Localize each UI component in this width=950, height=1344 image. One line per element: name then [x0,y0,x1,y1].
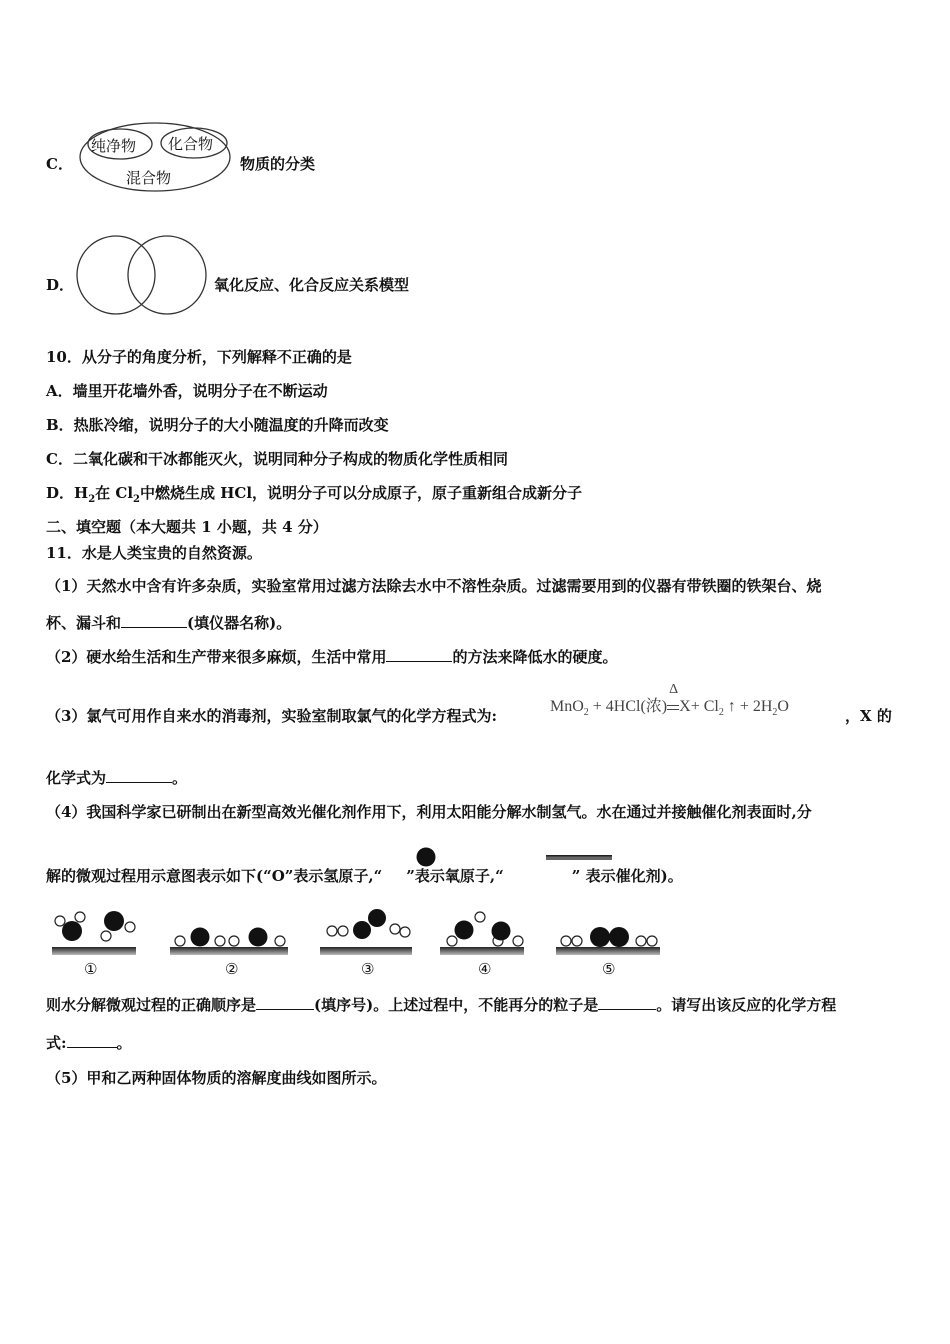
venn-diagram [76,234,211,318]
diagram-label-1: ① [84,960,98,978]
water-decomposition-diagrams [40,900,680,985]
diagram-label-4: ④ [478,960,492,978]
q10-option-b: B．热胀冷缩，说明分子的大小随温度的升降而改变 [46,416,389,434]
q11-part4-line4: 式: 。 [46,1034,132,1052]
q11-part3-suffix: ，X 的 [845,707,892,725]
answer-blank-5[interactable] [598,995,656,1010]
label-mixture: 混合物 [126,169,172,187]
q11-part1-line1: （1）天然水中含有许多杂质，实验室常用过滤方法除去水中不溶性杂质。过滤需要用到的仪器有带铁圈的铁架台、烧 [46,577,822,595]
q11-part4-line2: 解的微观过程用示意图表示如下(“O”表示氢原子,“ ”表示氧原子,“ ” 表示催化剂)。 [46,867,683,885]
q10-option-c: C．二氧化碳和干冰都能灭火，说明同种分子构成的物质化学性质相同 [46,450,508,468]
q11-part5: （5）甲和乙两种固体物质的溶解度曲线如图所示。 [46,1069,387,1087]
label-pure-substance: 纯净物 [91,137,137,155]
venn-circle-right [128,236,206,314]
label-compound: 化合物 [168,135,214,153]
option-c-desc: 物质的分类 [240,155,316,173]
diagram-label-5: ⑤ [602,960,616,978]
answer-blank-6[interactable] [67,1033,117,1048]
answer-blank-2[interactable] [386,647,452,662]
section-heading: 二、填空题（本大题共 1 小题，共 4 分） [46,518,328,536]
option-c-letter: C． [46,155,73,173]
answer-blank-4[interactable] [256,995,314,1010]
q11-part4-line3: 则水分解微观过程的正确顺序是 (填序号)。上述过程中，不能再分的粒子是 。请写出该反应的化学方程 [46,996,837,1014]
answer-blank-3[interactable] [106,768,172,783]
q11-stem: 11．水是人类宝贵的自然资源。 [46,544,262,562]
diagram-label-2: ② [225,960,239,978]
diagram-1 [52,911,136,955]
diagram-2 [170,928,288,956]
catalyst-legend-icon [544,853,614,863]
chemical-equation: MnO$_2$ + 4HCl(浓) Δ $X+ Cl_2$ ↑ + $2H_2O$ [550,682,789,719]
q10-option-d: D．$H_2$在 $Cl_2$中燃烧生成 HCl，说明分子可以分成原子，原子重新组合成新分子 [46,484,583,505]
heat-symbol: Δ [669,682,679,697]
diagram-3 [320,909,412,955]
diagram-label-3: ③ [361,960,375,978]
diagram-5 [556,927,660,955]
option-d-letter: D． [46,276,75,294]
q11-part2: （2）硬水给生活和生产带来很多麻烦，生活中常用 的方法来降低水的硬度。 [46,648,618,666]
venn-circle-left [77,236,155,314]
q11-part3-text: （3）氯气可用作自来水的消毒剂，实验室制取氯气的化学方程式为: [46,707,497,725]
q11-part4-line1: （4）我国科学家已研制出在新型高效光催化剂作用下，利用太阳能分解水制氢气。水在通过并接触催化剂表面时,分 [46,803,812,821]
option-d-desc: 氧化反应、化合反应关系模型 [214,276,410,294]
equals-sign [667,705,679,710]
q11-part1-line2: 杯、漏斗和 (填仪器名称)。 [46,614,292,632]
diagram-4 [440,912,524,955]
q10-stem: 10．从分子的角度分析，下列解释不正确的是 [46,348,352,366]
oxygen-atom-legend-icon [414,846,438,868]
answer-blank-1[interactable] [121,613,187,628]
q11-part3-line2: 化学式为 。 [46,769,188,787]
q10-option-a: A．墙里开花墙外香，说明分子在不断运动 [46,382,328,400]
